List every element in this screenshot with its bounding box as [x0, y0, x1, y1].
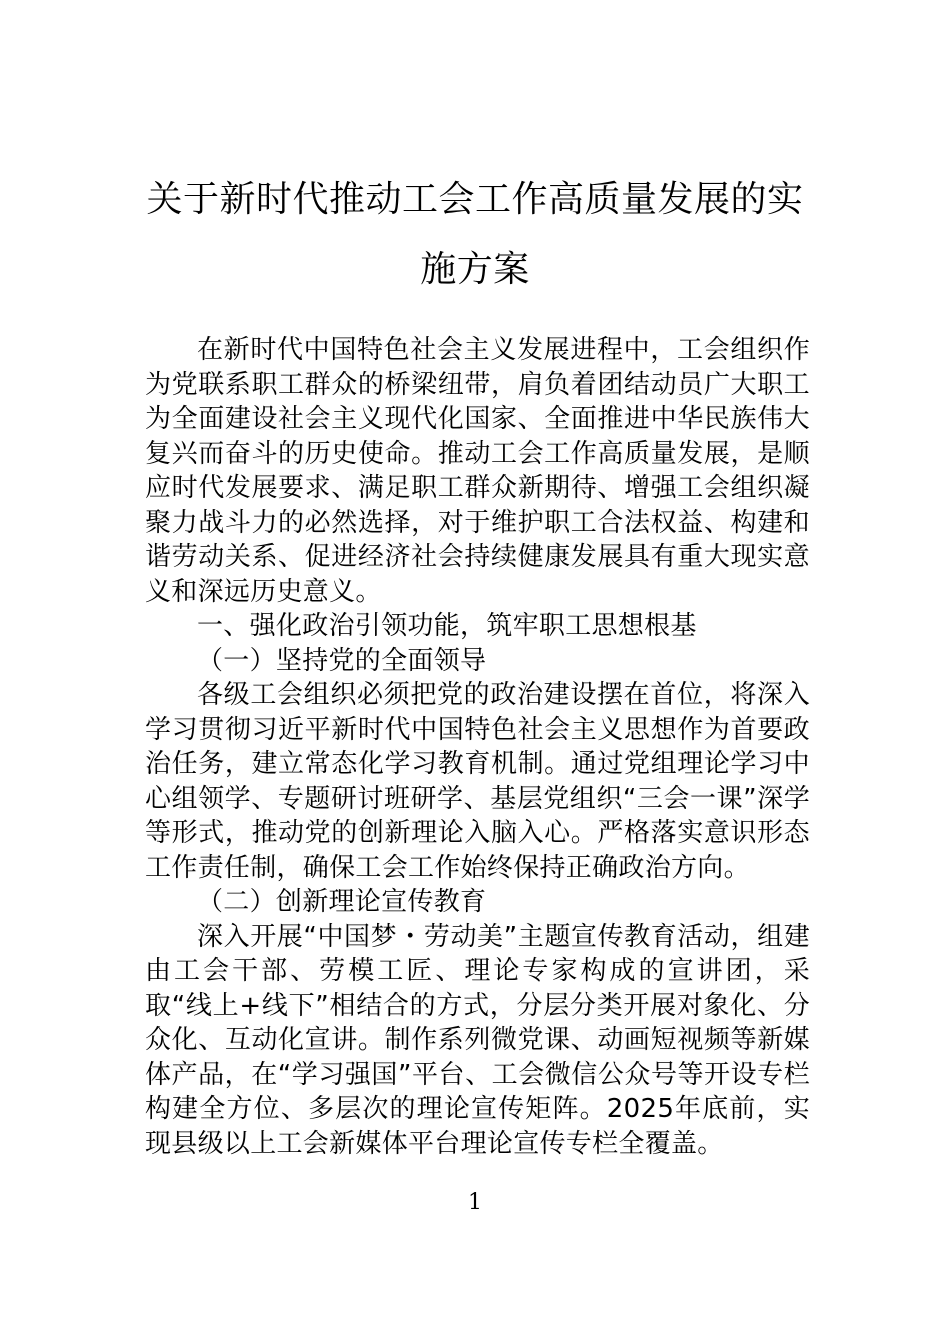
body-paragraph-2: 深入开展“中国梦・劳动美”主题宣传教育活动，组建由工会干部、劳模工匠、理论专家构成的宣讲团，采取“线上+线下”相结合的方式，分层分类开展对象化、分众化、互动化宣讲。制作系列微党课、动画短视频等新媒体产品，在“学习强国”平台、工会微信公众号等开设专栏构建全方位、多层次的理论宣传矩阵。2025年底前，实现县级以上工会新媒体平台理论宣传专栏全覆盖。: [145, 921, 810, 1159]
section-heading-1: 一、强化政治引领功能，筑牢职工思想根基: [197, 611, 697, 641]
document-title: 关于新时代推动工会工作高质量发展的实施方案: [146, 179, 804, 290]
intro-paragraph: 在新时代中国特色社会主义发展进程中，工会组织作为党联系职工群众的桥梁纽带，肩负着团结动员广大职工为全面建设社会主义现代化国家、全面推进中华民族伟大复兴而奋斗的历史使命。推动工会工作高质量发展，是顺应时代发展要求、满足职工群众新期待、增强工会组织凝聚力战斗力的必然选择，对于维护职工合法权益、构建和谐劳动关系、促进经济社会持续健康发展具有重大现实意义和深远历史意义。: [145, 335, 810, 607]
subsection-heading-1: （一）坚持党的全面领导: [197, 645, 487, 676]
subsection-heading-2: （二）创新理论宣传教育: [197, 887, 487, 917]
page-number: 1: [468, 1190, 482, 1215]
document-body: [145, 333, 810, 1161]
body-paragraph-1: 各级工会组织必须把党的政治建设摆在首位，将深入学习贯彻习近平新时代中国特色社会主义思想作为首要政治任务，建立常态化学习教育机制。通过党组理论学习中心组领学、专题研讨班研学、基层党组织“三会一课”深学等形式，推动党的创新理论入脑入心。严格落实意识形态工作责任制，确保工会工作始终保持正确政治方向。: [145, 680, 810, 883]
